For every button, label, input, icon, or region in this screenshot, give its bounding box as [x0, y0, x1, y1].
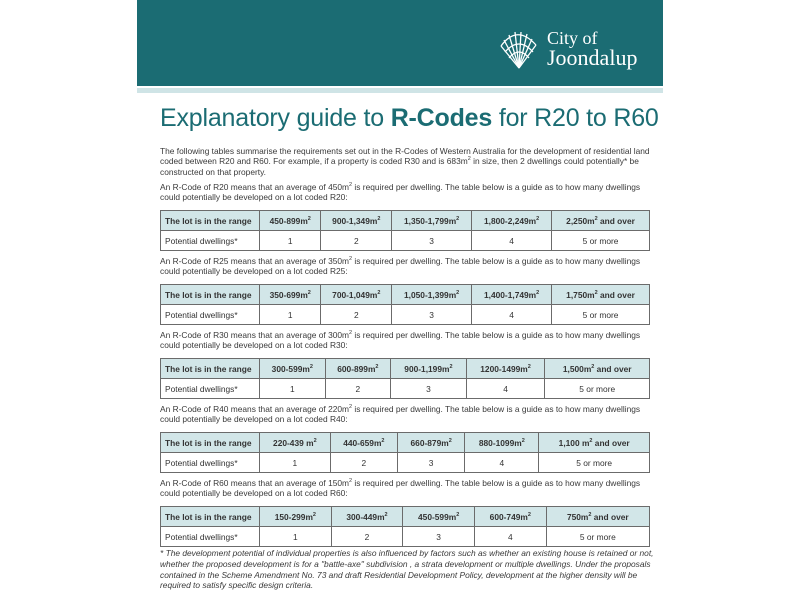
range-cell: $900-1,199m^2$	[391, 359, 466, 379]
range-cell: $1,050-1,399m^2$	[392, 285, 472, 305]
r25-table	[160, 284, 650, 325]
dwellings-cell: 1	[260, 305, 321, 325]
dwellings-cell: 4	[472, 305, 552, 325]
table-row	[161, 211, 650, 231]
document-page	[137, 0, 663, 600]
dwellings-cell: 3	[392, 305, 472, 325]
dwellings-cell: 4	[472, 231, 552, 251]
range-cell: $600-749m^2$	[474, 507, 546, 527]
range-label-cell: The lot is in the range	[161, 433, 260, 453]
table-row	[161, 359, 650, 379]
r60-description: An R-Code of R60 means that an average of $150m^2$ is required per dwelling. The table below is a guide as to how many dwellings could potentially be developed on a lot coded R60:	[160, 478, 641, 499]
r60-table	[160, 506, 650, 547]
range-cell: $750m^2$ and over	[546, 507, 649, 527]
range-cell: $600-899m^2$	[325, 359, 391, 379]
dwellings-cell: 2	[325, 379, 391, 399]
range-label-cell: The lot is in the range	[161, 285, 260, 305]
r40-description: An R-Code of R40 means that an average of $220m^2$ is required per dwelling. The table below is a guide as to how many dwellings could potentially be developed on a lot coded R40:	[160, 404, 641, 425]
title-prefix: Explanatory guide to	[160, 104, 391, 132]
range-cell: $1200-1499m^2$	[466, 359, 545, 379]
intro-text: The following tables summarise the requirements set out in the R-Codes of Western Australia for the development of residential land coded between R20 and R60. For example, if a property is coded R30 and is $683m^2$ in size, then 2 dwellings could potentially* be constructed on that property.	[160, 146, 650, 177]
fan-leaf-icon	[497, 30, 541, 70]
header-banner	[137, 0, 663, 86]
dwellings-label-cell: Potential dwellings*	[161, 305, 260, 325]
footnote: * The development potential of individual properties is also influenced by factors such as whether an existing house is retained or not, whether the proposed development is for a "battle-axe" subdivision , a strata development or multiple dwellings. Under the proposals contained in the Scheme Amendment No. 73 and draft Residential Development Policy, development at the higher density will be required to satisfy specific design criteria.	[160, 548, 654, 591]
range-cell: $350-699m^2$	[260, 285, 321, 305]
dwellings-cell: 2	[321, 305, 392, 325]
dwellings-label-cell: Potential dwellings*	[161, 453, 260, 473]
dwellings-cell: 5 or more	[552, 231, 650, 251]
dwellings-cell: 3	[391, 379, 466, 399]
page-title	[160, 104, 659, 133]
r30-description: An R-Code of R30 means that an average of $300m^2$ is required per dwelling. The table below is a guide as to how many dwellings could potentially be developed on a lot coded R30:	[160, 330, 641, 351]
dwellings-cell: 1	[260, 231, 321, 251]
range-cell: $880-1099m^2$	[465, 433, 539, 453]
r20-table	[160, 210, 650, 251]
table-row	[161, 507, 650, 527]
range-label-cell: The lot is in the range	[161, 507, 260, 527]
range-cell: $300-599m^2$	[260, 359, 326, 379]
table-row	[161, 305, 650, 325]
dwellings-cell: 2	[331, 527, 403, 547]
banner-divider	[137, 88, 663, 93]
dwellings-cell: 1	[260, 453, 331, 473]
dwellings-cell: 5 or more	[546, 527, 649, 547]
range-cell: $2,250m^2$ and over	[552, 211, 650, 231]
range-cell: $1,800-2,249m^2$	[472, 211, 552, 231]
range-cell: $1,350-1,799m^2$	[392, 211, 472, 231]
dwellings-cell: 4	[474, 527, 546, 547]
range-cell: 1,100 $m^2$ and over	[539, 433, 650, 453]
dwellings-cell: 2	[321, 231, 392, 251]
r20-description: An R-Code of R20 means that an average of $450m^2$ is required per dwelling. The table below is a guide as to how many dwellings could potentially be developed on a lot coded R20:	[160, 182, 641, 203]
dwellings-label-cell: Potential dwellings*	[161, 527, 260, 547]
dwellings-cell: 2	[330, 453, 397, 473]
table-row	[161, 527, 650, 547]
range-cell: $900-1,349m^2$	[321, 211, 392, 231]
dwellings-label-cell: Potential dwellings*	[161, 231, 260, 251]
dwellings-cell: 1	[260, 379, 326, 399]
dwellings-cell: 4	[466, 379, 545, 399]
range-cell: $1,500m^2$ and over	[545, 359, 650, 379]
range-cell: $660-879m^2$	[397, 433, 464, 453]
dwellings-cell: 5 or more	[539, 453, 650, 473]
table-row	[161, 453, 650, 473]
table-row	[161, 379, 650, 399]
range-label-cell: The lot is in the range	[161, 359, 260, 379]
logo-name-text: Joondalup	[547, 45, 638, 70]
dwellings-cell: 3	[397, 453, 464, 473]
dwellings-cell: 5 or more	[552, 305, 650, 325]
title-bold: R-Codes	[390, 104, 493, 132]
r25-description: An R-Code of R25 means that an average of $350m^2$ is required per dwelling. The table below is a guide as to how many dwellings could potentially be developed on a lot coded R25:	[160, 256, 641, 277]
title-suffix: for R20 to R60	[492, 104, 659, 132]
intro-paragraph	[160, 146, 650, 177]
table-row	[161, 231, 650, 251]
range-cell: $300-449m^2$	[331, 507, 403, 527]
r30-table	[160, 358, 650, 399]
table-row	[161, 285, 650, 305]
range-cell: $450-899m^2$	[260, 211, 321, 231]
dwellings-cell: 5 or more	[545, 379, 650, 399]
range-cell: $450-599m^2$	[403, 507, 475, 527]
dwellings-cell: 1	[260, 527, 332, 547]
range-cell: $700-1,049m^2$	[321, 285, 392, 305]
dwellings-cell: 3	[392, 231, 472, 251]
dwellings-cell: 3	[403, 527, 475, 547]
range-label-cell: The lot is in the range	[161, 211, 260, 231]
logo-city-text: City of	[547, 28, 598, 48]
dwellings-cell: 4	[465, 453, 539, 473]
dwellings-label-cell: Potential dwellings*	[161, 379, 260, 399]
r40-table	[160, 432, 650, 473]
range-cell: $1,750m^2$ and over	[552, 285, 650, 305]
table-row	[161, 433, 650, 453]
range-cell: $1,400-1,749m^2$	[472, 285, 552, 305]
range-cell: $150-299m^2$	[260, 507, 332, 527]
range-cell: $440-659m^2$	[330, 433, 397, 453]
range-cell: 220-439 $m^2$	[260, 433, 331, 453]
